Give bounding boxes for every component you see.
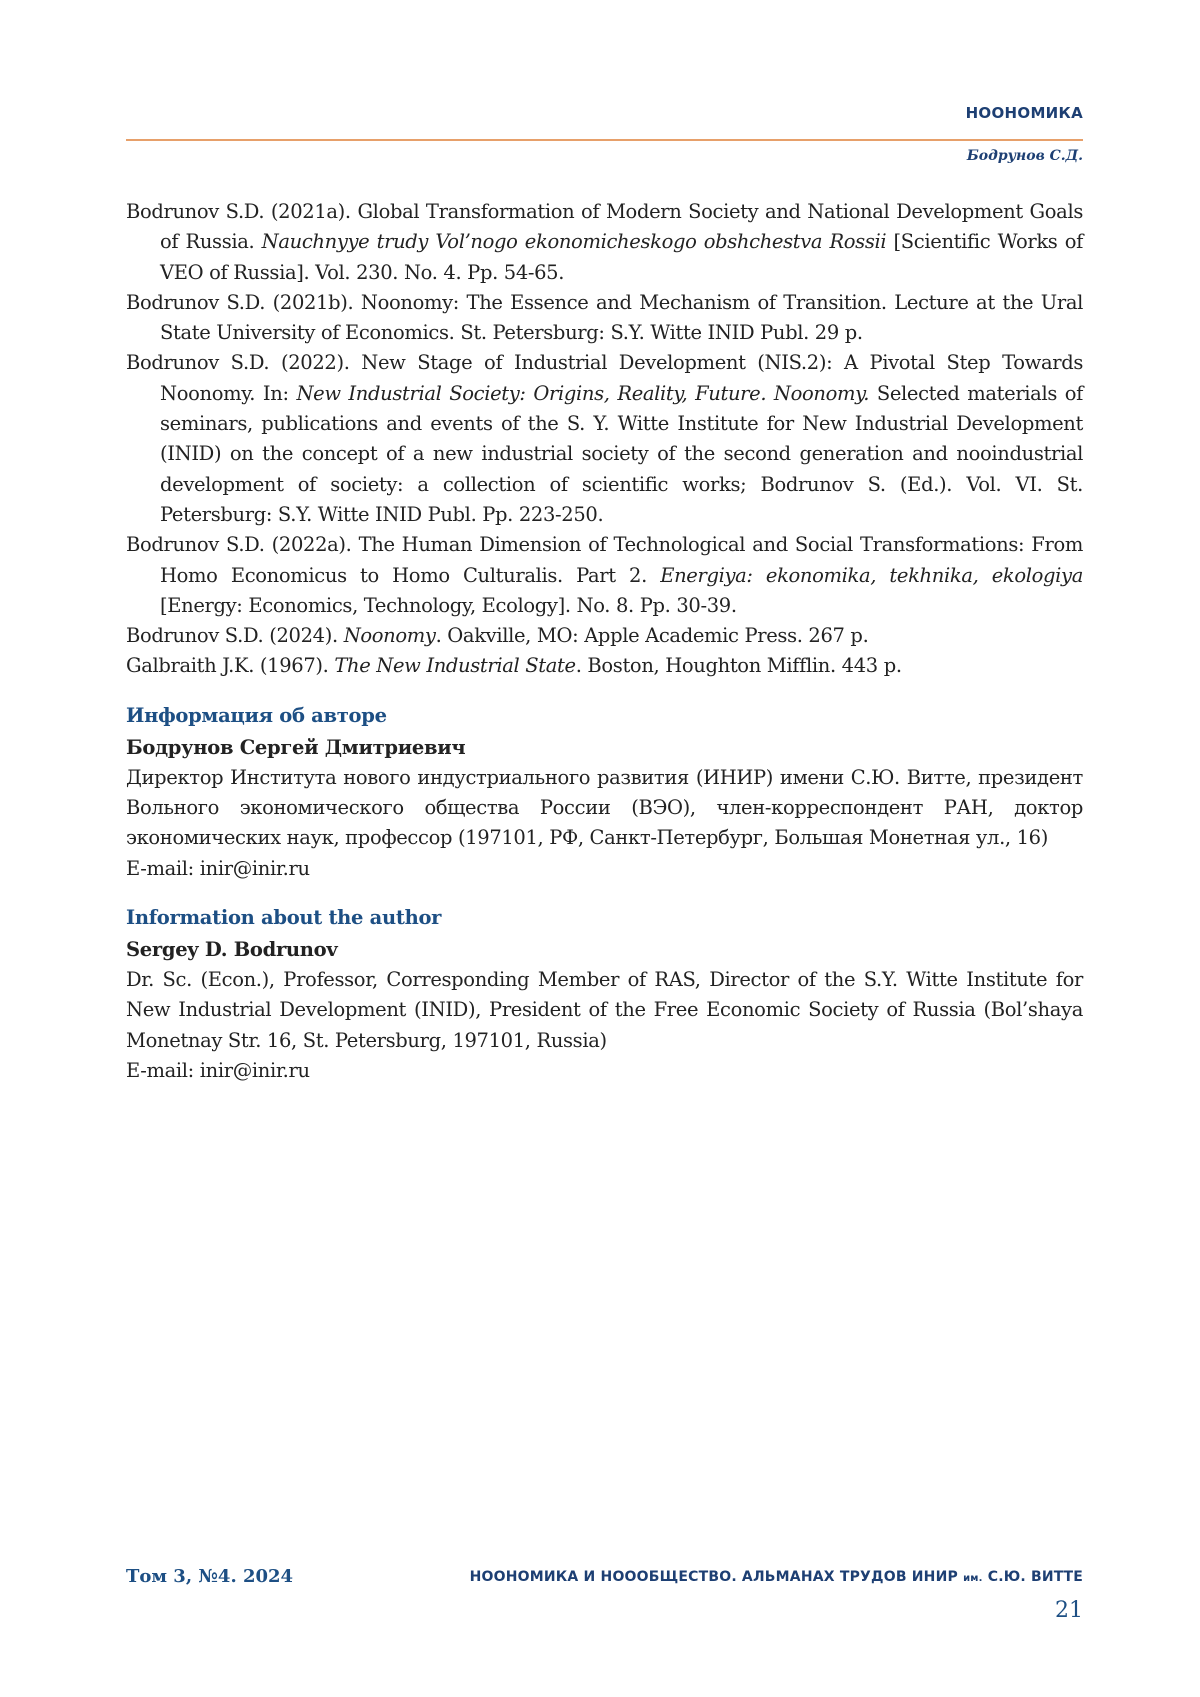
- reference-item: Galbraith J.K. (1967). The New Industrial State. Boston, Houghton Mifflin. 443 p.: [126, 651, 1083, 681]
- author-info-en: [126, 906, 1083, 1086]
- document-page: [0, 0, 1200, 1697]
- running-header-section: НООНОМИКА: [966, 104, 1083, 122]
- footer-journal-title: НООНОМИКА И НОООБЩЕСТВО. АЛЬМАНАХ ТРУДОВ ИНИР им. С.Ю. ВИТТЕ: [470, 1569, 1083, 1585]
- reference-item: Bodrunov S.D. (2021a). Global Transformation of Modern Society and National Development Goals of Russia. Nauchnyye trudy Vol’nogo ekonomicheskogo obshchestva Rossii [Scientific Works of VEO of Russia]. Vol. 230. No. 4. Pp. 54-65.: [126, 197, 1083, 288]
- header-divider: [126, 139, 1083, 141]
- footer-issue: Том 3, №4. 2024: [126, 1566, 293, 1587]
- reference-list: [126, 197, 1083, 682]
- author-info-ru-title: Информация об авторе: [126, 704, 1083, 727]
- page-number: 21: [1055, 1598, 1083, 1623]
- running-header-author: Бодрунов С.Д.: [967, 148, 1083, 164]
- author-name-ru: Бодрунов Сергей Дмитриевич: [126, 733, 1083, 763]
- author-bio-en: Dr. Sc. (Econ.), Professor, Corresponding Member of RAS, Director of the S.Y. Witte Institute for New Industrial Development (INID), President of the Free Economic Society of Russia (Bol’shaya Monetnay Str. 16, St. Petersburg, 197101, Russia): [126, 965, 1083, 1056]
- reference-item: Bodrunov S.D. (2022). New Stage of Industrial Development (NIS.2): A Pivotal Step Towards Noonomy. In: New Industrial Society: Origins, Reality, Future. Noonomy. Selected materials of seminars, publications and events of the S. Y. Witte Institute for New Industrial Development (INID) on the concept of a new industrial society of the second generation and nooindustrial development of society: a collection of scientific works; Bodrunov S. (Ed.). Vol. VI. St. Petersburg: S.Y. Witte INID Publ. Pp. 223-250.: [126, 348, 1083, 530]
- author-name-en: Sergey D. Bodrunov: [126, 935, 1083, 965]
- reference-item: Bodrunov S.D. (2024). Noonomy. Oakville, MO: Apple Academic Press. 267 p.: [126, 621, 1083, 651]
- main-content: [126, 197, 1083, 1086]
- reference-item: Bodrunov S.D. (2021b). Noonomy: The Essence and Mechanism of Transition. Lecture at the Ural State University of Economics. St. Petersburg: S.Y. Witte INID Publ. 29 p.: [126, 288, 1083, 349]
- author-email-en: E-mail: inir@inir.ru: [126, 1056, 1083, 1086]
- author-info-en-title: Information about the author: [126, 906, 1083, 929]
- author-email-ru: E-mail: inir@inir.ru: [126, 854, 1083, 884]
- author-info-ru: [126, 704, 1083, 884]
- author-bio-ru: Директор Института нового индустриального развития (ИНИР) имени С.Ю. Витте, президент Вольного экономического общества России (ВЭО), член-корреспондент РАН, доктор экономических наук, профессор (197101, РФ, Санкт-Петербург, Большая Монетная ул., 16): [126, 763, 1083, 854]
- reference-item: Bodrunov S.D. (2022a). The Human Dimension of Technological and Social Transformations: From Homo Economicus to Homo Culturalis. Part 2. Energiya: ekonomika, tekhnika, ekologiya [Energy: Economics, Technology, Ecology]. No. 8. Pp. 30-39.: [126, 530, 1083, 621]
